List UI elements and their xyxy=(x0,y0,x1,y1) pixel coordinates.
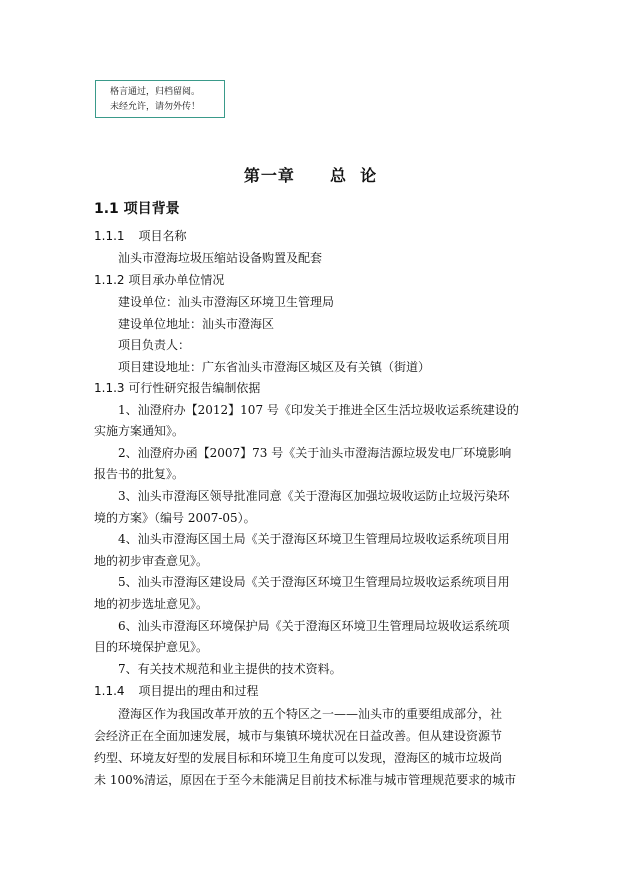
project-leader: 项目负责人： xyxy=(118,338,191,352)
subsection-1-1-3: 1.1.3 可行性研究报告编制依据 xyxy=(94,381,261,395)
construction-unit-address: 建设单位地址：汕头市澄海区 xyxy=(118,317,275,331)
basis-item-2-cont: 报告书的批复》。 xyxy=(94,467,185,481)
reason-paragraph-line-1: 澄海区作为我国改革开放的五个特区之一——汕头市的重要组成部分，社 xyxy=(118,707,503,721)
basis-item-4: 4、汕头市澄海区国土局《关于澄海区环境卫生管理局垃圾收运系统项目用 xyxy=(118,532,510,546)
confidential-notice-box xyxy=(95,80,225,118)
basis-item-2: 2、汕澄府办函【2007】73 号《关于汕头市澄海洁源垃圾发电厂环境影响 xyxy=(118,446,512,460)
basis-item-3: 3、汕头市澄海区领导批准同意《关于澄海区加强垃圾收运防止垃圾污染环 xyxy=(118,489,510,503)
basis-item-5-cont: 地的初步选址意见》。 xyxy=(94,597,209,611)
subsection-title: 项目提出的理由和过程 xyxy=(138,684,259,698)
chapter-title xyxy=(0,163,621,186)
subsection-1-1-4 xyxy=(94,683,259,699)
construction-unit: 建设单位：汕头市澄海区环境卫生管理局 xyxy=(118,295,335,309)
basis-item-4-cont: 地的初步审查意见》。 xyxy=(94,554,209,568)
basis-item-6-cont: 目的环境保护意见》。 xyxy=(94,640,209,654)
project-name-text: 汕头市澄海垃圾压缩站设备购置及配套 xyxy=(118,251,323,265)
basis-item-7: 7、有关技术规范和业主提供的技术资料。 xyxy=(118,662,342,676)
basis-item-3-cont: 境的方案》（编号 2007-05）。 xyxy=(94,511,256,525)
subsection-1-1-2: 1.1.2 项目承办单位情况 xyxy=(94,273,225,287)
reason-paragraph-line-2: 会经济正在全面加速发展，城市与集镇环境状况在日益改善。但从建设资源节 xyxy=(94,729,503,743)
project-site: 项目建设地址：广东省汕头市澄海区城区及有关镇（街道） xyxy=(118,360,431,374)
reason-paragraph-line-3: 约型、环境友好型的发展目标和环境卫生角度可以发现，澄海区的城市垃圾尚 xyxy=(94,751,503,765)
subsection-number: 1.1.1 xyxy=(94,229,125,243)
notice-line-2: 未经允许，请勿外传！ xyxy=(110,102,201,112)
reason-paragraph-line-4: 未 100%清运，原因在于至今未能满足目前技术标准与城市管理规范要求的城市 xyxy=(94,773,517,787)
subsection-number: 1.1.4 xyxy=(94,684,125,698)
subsection-title: 项目名称 xyxy=(138,229,187,243)
notice-line-1: 格言通过，归档留阅。 xyxy=(110,87,201,97)
subsection-1-1-1 xyxy=(94,228,187,244)
basis-item-6: 6、汕头市澄海区环境保护局《关于澄海区环境卫生管理局垃圾收运系统项 xyxy=(118,619,510,633)
chapter-name: 总 论 xyxy=(330,166,378,185)
section-heading-1-1: 1.1 项目背景 xyxy=(94,201,180,217)
chapter-number: 第一章 xyxy=(243,166,295,185)
basis-item-1: 1、汕澄府办【2012】107 号《印发关于推进全区生活垃圾收运系统建设的 xyxy=(118,403,519,417)
basis-item-5: 5、汕头市澄海区建设局《关于澄海区环境卫生管理局垃圾收运系统项目用 xyxy=(118,575,510,589)
basis-item-1-cont: 实施方案通知》。 xyxy=(94,424,185,438)
